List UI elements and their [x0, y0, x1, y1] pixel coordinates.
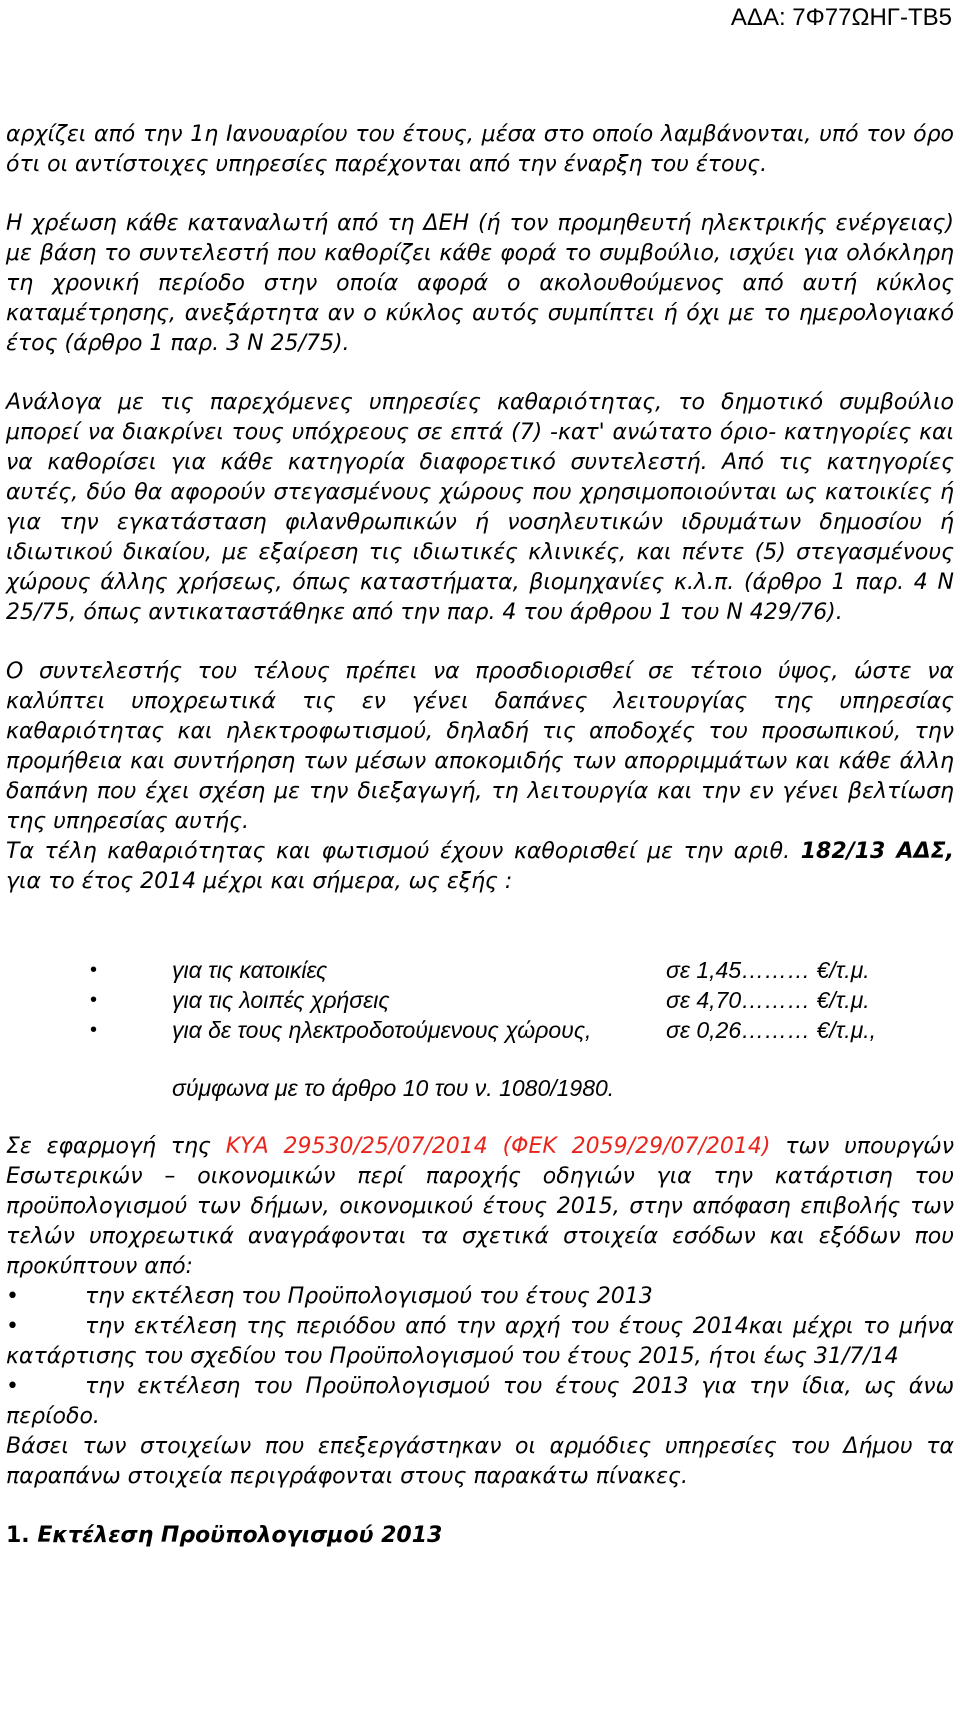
- list-item-text: την εκτέλεση του Προϋπολογισμού του έτους 2013 για την ίδια, ως άνω περίοδο.: [6, 1374, 954, 1429]
- rate-item: [6, 955, 954, 985]
- paragraph-fees-decision: [6, 837, 954, 897]
- rate-label: για τις λοιπές χρήσεις: [172, 987, 390, 1013]
- paragraph-coefficient: Ο συντελεστής του τέλους πρέπει να προσδιορισθεί σε τέτοιο ύψος, ώστε να καλύπτει υποχρεωτικά τις εν γένει δαπάνες λειτουργίας της υπηρεσίας καθαριότητας και ηλεκτροφωτισμού, δηλαδή τις αποδοχές του προσωπικού, την προμήθεια και συντήρηση των μέσων αποκομιδής των απορριμμάτων και κάθε άλλη δαπάνη που έχει σχέση με την διεξαγωγή, τη λειτουργία και την εν γένει βελτίωση της υπηρεσίας αυτής.: [6, 659, 954, 834]
- kya-text-b: των υπουργών Εσωτερικών – οικονομικών περί παροχής οδηγιών για την κατάρτιση του προϋπολογισμού των δήμων, οικονομικού έτους 2015, στην απόφαση επιβολής των τελών υποχρεωτικά αναγράφονται τα σχετικά στοιχεία εσόδων και εξόδων που προκύπτουν από:: [6, 1134, 954, 1279]
- kya-reference: ΚΥΑ 29530/25/07/2014 (ΦΕΚ 2059/29/07/2014): [225, 1134, 771, 1159]
- fees-text-a: Τα τέλη καθαριότητας και φωτισμού έχουν καθορισθεί με την αριθ.: [6, 839, 801, 864]
- paragraph-kya: [6, 1132, 954, 1282]
- paragraph-start-of-year: αρχίζει από την 1η Ιανουαρίου του έτους, μέσα στο οποίο λαμβάνονται, υπό τον όρο ότι οι αντίστοιχες υπηρεσίες παρέχονται από την έναρξη του έτους.: [6, 122, 954, 177]
- list-item: [6, 1282, 954, 1312]
- document-body: [6, 120, 954, 1551]
- rate-label: για δε τους ηλεκτροδοτούμενους χώρους,: [172, 1017, 592, 1043]
- list-item: [6, 1372, 954, 1432]
- bullet-icon: •: [6, 1314, 19, 1339]
- law-reference: σύμφωνα με το άρθρο 10 του ν. 1080/1980.: [172, 1075, 615, 1101]
- fees-text-b: για το έτος 2014 μέχρι και σήμερα, ως εξής :: [6, 869, 513, 894]
- rates-list: [6, 955, 954, 1045]
- ada-code: ΑΔΑ: 7Φ77ΩΗΓ-ΤΒ5: [730, 4, 952, 31]
- bullet-icon: •: [6, 1374, 19, 1399]
- bullet-icon: •: [90, 1019, 98, 1041]
- bullet-icon: •: [6, 1284, 19, 1309]
- list-item: [6, 1312, 954, 1372]
- rate-value: σε 4,70……… €/τ.μ.: [666, 987, 870, 1013]
- section-title: Εκτέλεση Προϋπολογισμού 2013: [37, 1523, 443, 1548]
- rate-value: σε 1,45……… €/τ.μ.: [666, 957, 870, 983]
- section-heading: [6, 1521, 954, 1551]
- bullet-icon: •: [90, 989, 98, 1011]
- rate-label: για τις κατοικίες: [172, 957, 328, 983]
- rate-item: [6, 985, 954, 1015]
- paragraph-tables-intro: Βάσει των στοιχείων που επεξεργάστηκαν οι αρμόδιες υπηρεσίες του Δήμου τα παραπάνω στοιχεία περιγράφονται στους παρακάτω πίνακες.: [6, 1434, 954, 1489]
- rate-item: [6, 1015, 954, 1045]
- section-number: 1.: [6, 1523, 30, 1548]
- bullet-icon: •: [90, 959, 98, 981]
- decision-number: 182/13 ΑΔΣ,: [800, 839, 954, 864]
- list-item-text: την εκτέλεση του Προϋπολογισμού του έτους 2013: [85, 1284, 653, 1309]
- list-item-text: την εκτέλεση της περιόδου από την αρχή του έτους 2014και μέχρι το μήνα κατάρτισης του σχεδίου του Προϋπολογισμού του έτους 2015, ήτοι έως 31/7/14: [6, 1314, 954, 1369]
- rate-value: σε 0,26……… €/τ.μ.,: [666, 1017, 877, 1043]
- kya-text-a: Σε εφαρμογή της: [6, 1134, 226, 1159]
- paragraph-categories: Ανάλογα με τις παρεχόμενες υπηρεσίες καθαριότητας, το δημοτικό συμβούλιο μπορεί να διακρίνει τους υπόχρεους σε επτά (7) -κατ' ανώτατο όριο- κατηγορίες και να καθορίσει για κάθε κατηγορία διαφορετικό συντελεστή. Από τις κατηγορίες αυτές, δύο θα αφορούν στεγασμένους χώρους που χρησιμοποιούνται ως κατοικίες ή για την εγκατάσταση φιλανθρωπικών ή νοσηλευτικών ιδρυμάτων δημοσίου ή ιδιωτικού δικαίου, με εξαίρεση τις ιδιωτικές κλινικές, και πέντε (5) στεγασμένους χώρους άλλης χρήσεως, όπως καταστήματα, βιομηχανίες κ.λ.π. (άρθρο 1 παρ. 4 Ν 25/75, όπως αντικαταστάθηκε από την παρ. 4 του άρθρου 1 του Ν 429/76).: [6, 390, 954, 625]
- paragraph-dei-charge: Η χρέωση κάθε καταναλωτή από τη ΔΕΗ (ή τον προμηθευτή ηλεκτρικής ενέργειας) με βάση το συντελεστή που καθορίζει κάθε φορά το συμβούλιο, ισχύει για ολόκληρη τη χρονική περίοδο στην οποία αφορά ο ακολουθούμενος από αυτή κύκλος καταμέτρησης, ανεξάρτητα αν ο κύκλος αυτός συμπίπτει ή όχι με το ημερολογιακό έτος (άρθρο 1 παρ. 3 Ν 25/75).: [6, 211, 954, 356]
